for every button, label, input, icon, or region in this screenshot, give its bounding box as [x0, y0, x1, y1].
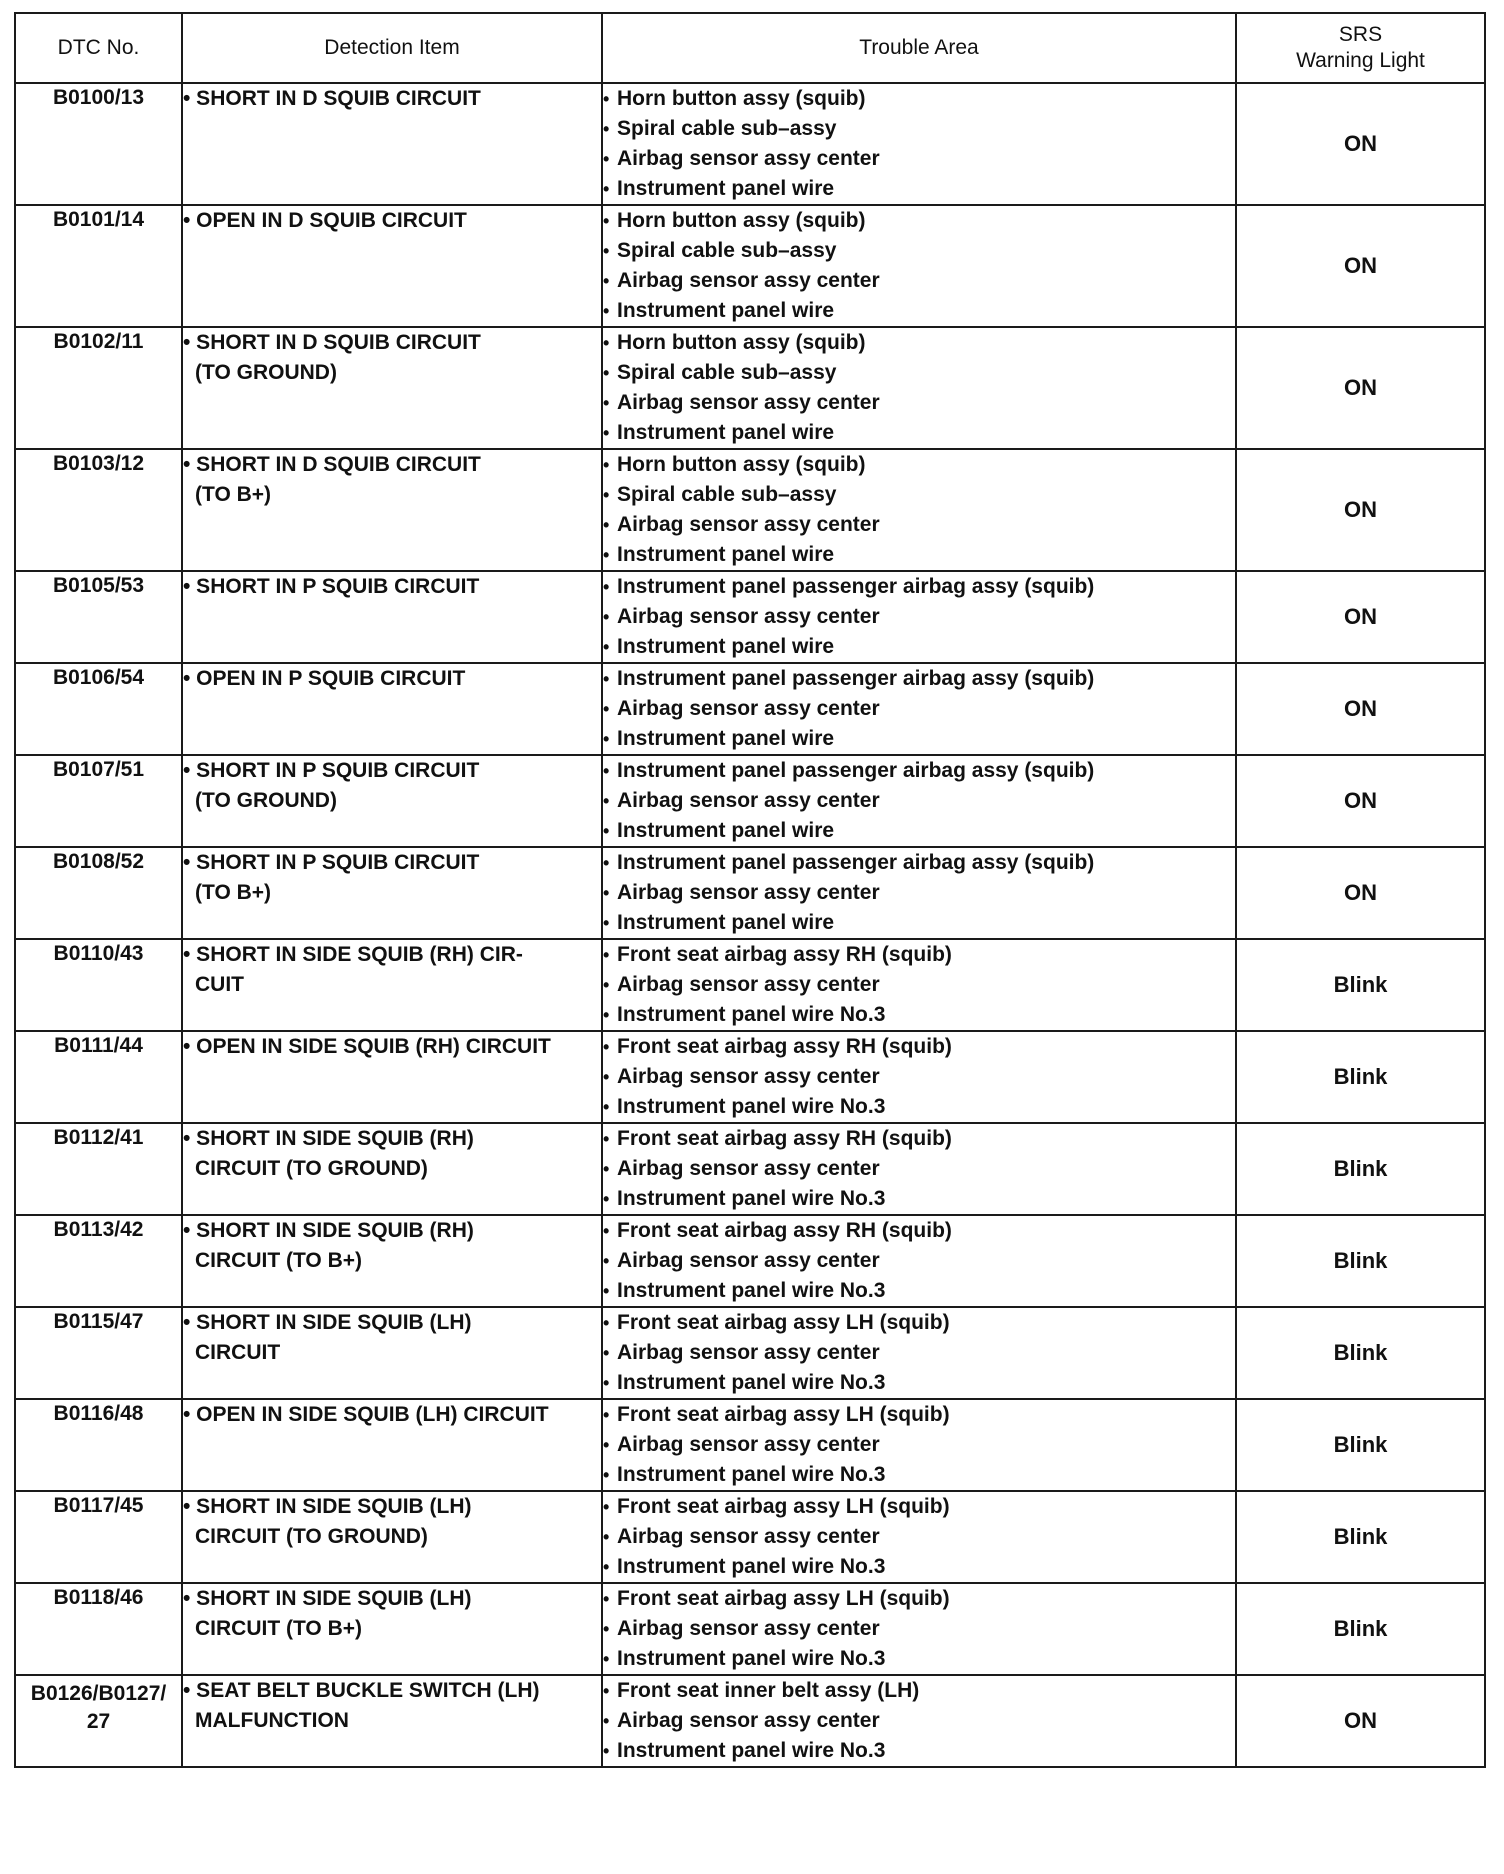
- trouble-area-item: • Front seat airbag assy LH (squib): [603, 1400, 1235, 1430]
- trouble-area-item: • Airbag sensor assy center: [603, 1062, 1235, 1092]
- trouble-area-item: • Airbag sensor assy center: [603, 388, 1235, 418]
- trouble-area-cell: [602, 327, 1236, 449]
- srs-warning-light-cell: ON: [1236, 449, 1485, 571]
- detection-item-line: • SHORT IN SIDE SQUIB (RH): [183, 1219, 474, 1242]
- trouble-area-item: • Instrument panel wire No.3: [603, 1552, 1235, 1582]
- trouble-area-item: • Instrument panel wire No.3: [603, 1000, 1235, 1030]
- dtc-code-cell: B0115/47: [15, 1307, 182, 1399]
- detection-item-line: • SHORT IN P SQUIB CIRCUIT: [183, 759, 480, 782]
- header-detection-item: Detection Item: [182, 13, 602, 83]
- trouble-area-cell: [602, 1307, 1236, 1399]
- trouble-area-cell: [602, 847, 1236, 939]
- detection-item-cell: [182, 1031, 602, 1123]
- trouble-area-cell: [602, 205, 1236, 327]
- trouble-area-cell: [602, 83, 1236, 205]
- detection-item-line: • SHORT IN SIDE SQUIB (RH) CIR-: [183, 943, 523, 966]
- trouble-area-item: • Spiral cable sub–assy: [603, 358, 1235, 388]
- trouble-area-list: [603, 1308, 1235, 1398]
- trouble-area-item: • Instrument panel wire No.3: [603, 1092, 1235, 1122]
- detection-item-line: CIRCUIT: [195, 1341, 281, 1364]
- trouble-area-item: • Horn button assy (squib): [603, 84, 1235, 114]
- trouble-area-item: • Horn button assy (squib): [603, 450, 1235, 480]
- dtc-code-cell: B0105/53: [15, 571, 182, 663]
- detection-item-line: (TO GROUND): [195, 361, 337, 384]
- trouble-area-list: [603, 206, 1235, 326]
- trouble-area-item: • Instrument panel wire No.3: [603, 1644, 1235, 1674]
- detection-item-line: CIRCUIT (TO GROUND): [195, 1157, 428, 1180]
- dtc-table: [14, 12, 1486, 1768]
- detection-item-line: • SHORT IN SIDE SQUIB (LH): [183, 1311, 472, 1334]
- table-row: [15, 1491, 1485, 1583]
- detection-item-cell: [182, 205, 602, 327]
- table-row: [15, 571, 1485, 663]
- detection-item-line: • OPEN IN SIDE SQUIB (RH) CIRCUIT: [183, 1035, 551, 1058]
- trouble-area-item: • Airbag sensor assy center: [603, 786, 1235, 816]
- trouble-area-item: • Instrument panel wire No.3: [603, 1276, 1235, 1306]
- detection-item-line: • SHORT IN P SQUIB CIRCUIT: [183, 575, 480, 598]
- trouble-area-item: • Instrument panel wire: [603, 816, 1235, 846]
- dtc-code-cell: B0106/54: [15, 663, 182, 755]
- detection-item-line: CIRCUIT (TO B+): [195, 1249, 363, 1272]
- trouble-area-list: [603, 84, 1235, 204]
- header-srs-line1: SRS: [1338, 23, 1383, 46]
- detection-item-cell: [182, 1215, 602, 1307]
- trouble-area-item: • Airbag sensor assy center: [603, 1338, 1235, 1368]
- trouble-area-cell: [602, 449, 1236, 571]
- trouble-area-item: • Instrument panel passenger airbag assy (squib): [603, 756, 1235, 786]
- trouble-area-item: • Airbag sensor assy center: [603, 1430, 1235, 1460]
- trouble-area-list: [603, 1400, 1235, 1490]
- table-row: [15, 939, 1485, 1031]
- trouble-area-item: • Front seat airbag assy RH (squib): [603, 1216, 1235, 1246]
- srs-warning-light-cell: ON: [1236, 327, 1485, 449]
- trouble-area-item: • Instrument panel passenger airbag assy (squib): [603, 664, 1235, 694]
- trouble-area-item: • Instrument panel wire No.3: [603, 1460, 1235, 1490]
- detection-item-line: (TO B+): [195, 483, 272, 506]
- table-body: [15, 83, 1485, 1767]
- table-row: [15, 83, 1485, 205]
- detection-item-line: • SHORT IN SIDE SQUIB (LH): [183, 1495, 472, 1518]
- detection-item-cell: [182, 755, 602, 847]
- dtc-code-cell: B0111/44: [15, 1031, 182, 1123]
- detection-item-cell: [182, 1399, 602, 1491]
- trouble-area-list: [603, 450, 1235, 570]
- table-row: [15, 755, 1485, 847]
- trouble-area-item: • Airbag sensor assy center: [603, 602, 1235, 632]
- detection-item-cell: [182, 327, 602, 449]
- table-row: [15, 1123, 1485, 1215]
- trouble-area-item: • Airbag sensor assy center: [603, 1614, 1235, 1644]
- srs-warning-light-cell: Blink: [1236, 1031, 1485, 1123]
- header-dtc-no: DTC No.: [15, 13, 182, 83]
- trouble-area-cell: [602, 1583, 1236, 1675]
- detection-item-line: • OPEN IN D SQUIB CIRCUIT: [183, 209, 467, 232]
- srs-warning-light-cell: ON: [1236, 205, 1485, 327]
- detection-item-cell: [182, 663, 602, 755]
- table-row: [15, 847, 1485, 939]
- trouble-area-item: • Horn button assy (squib): [603, 328, 1235, 358]
- trouble-area-item: • Instrument panel wire: [603, 418, 1235, 448]
- trouble-area-item: • Airbag sensor assy center: [603, 1154, 1235, 1184]
- trouble-area-cell: [602, 663, 1236, 755]
- trouble-area-item: • Front seat airbag assy LH (squib): [603, 1308, 1235, 1338]
- detection-item-cell: [182, 1123, 602, 1215]
- detection-item-cell: [182, 847, 602, 939]
- detection-item-line: MALFUNCTION: [195, 1709, 349, 1732]
- srs-warning-light-cell: Blink: [1236, 1307, 1485, 1399]
- dtc-code-cell: B0100/13: [15, 83, 182, 205]
- trouble-area-item: • Instrument panel wire No.3: [603, 1184, 1235, 1214]
- dtc-code-cell: B0107/51: [15, 755, 182, 847]
- trouble-area-item: • Instrument panel wire: [603, 724, 1235, 754]
- trouble-area-cell: [602, 1123, 1236, 1215]
- detection-item-line: (TO B+): [195, 881, 272, 904]
- trouble-area-item: • Instrument panel wire: [603, 296, 1235, 326]
- trouble-area-item: • Front seat airbag assy LH (squib): [603, 1584, 1235, 1614]
- trouble-area-item: • Airbag sensor assy center: [603, 878, 1235, 908]
- detection-item-line: (TO GROUND): [195, 789, 337, 812]
- trouble-area-list: [603, 1676, 1235, 1766]
- dtc-code-cell: B0102/11: [15, 327, 182, 449]
- srs-warning-light-cell: ON: [1236, 1675, 1485, 1767]
- trouble-area-item: • Spiral cable sub–assy: [603, 114, 1235, 144]
- detection-item-cell: [182, 939, 602, 1031]
- detection-item-line: CIRCUIT (TO GROUND): [195, 1525, 428, 1548]
- trouble-area-cell: [602, 939, 1236, 1031]
- trouble-area-list: [603, 1032, 1235, 1122]
- trouble-area-item: • Front seat airbag assy LH (squib): [603, 1492, 1235, 1522]
- detection-item-line: • SHORT IN SIDE SQUIB (LH): [183, 1587, 472, 1610]
- trouble-area-cell: [602, 1675, 1236, 1767]
- srs-warning-light-cell: ON: [1236, 755, 1485, 847]
- srs-warning-light-cell: Blink: [1236, 1215, 1485, 1307]
- detection-item-cell: [182, 1583, 602, 1675]
- header-srs-warning-light: [1236, 13, 1485, 83]
- trouble-area-cell: [602, 755, 1236, 847]
- trouble-area-item: • Airbag sensor assy center: [603, 1522, 1235, 1552]
- table-row: [15, 327, 1485, 449]
- table-row: [15, 1583, 1485, 1675]
- detection-item-line: • SHORT IN D SQUIB CIRCUIT: [183, 87, 481, 110]
- detection-item-line: • SHORT IN D SQUIB CIRCUIT: [183, 331, 481, 354]
- srs-warning-light-cell: ON: [1236, 571, 1485, 663]
- trouble-area-cell: [602, 1031, 1236, 1123]
- detection-item-cell: [182, 83, 602, 205]
- trouble-area-item: • Airbag sensor assy center: [603, 144, 1235, 174]
- trouble-area-item: • Front seat inner belt assy (LH): [603, 1676, 1235, 1706]
- table-row: [15, 1031, 1485, 1123]
- trouble-area-item: • Front seat airbag assy RH (squib): [603, 1124, 1235, 1154]
- table-row: [15, 1399, 1485, 1491]
- detection-item-line: CIRCUIT (TO B+): [195, 1617, 363, 1640]
- dtc-code-cell: B0116/48: [15, 1399, 182, 1491]
- detection-item-line: • SHORT IN SIDE SQUIB (RH): [183, 1127, 474, 1150]
- trouble-area-list: [603, 940, 1235, 1030]
- dtc-code-cell: B0101/14: [15, 205, 182, 327]
- trouble-area-list: [603, 328, 1235, 448]
- trouble-area-list: [603, 1124, 1235, 1214]
- detection-item-line: • SHORT IN D SQUIB CIRCUIT: [183, 453, 481, 476]
- trouble-area-list: [603, 572, 1235, 662]
- trouble-area-cell: [602, 1215, 1236, 1307]
- srs-warning-light-cell: Blink: [1236, 1491, 1485, 1583]
- trouble-area-item: • Airbag sensor assy center: [603, 266, 1235, 296]
- header-trouble-area: Trouble Area: [602, 13, 1236, 83]
- dtc-code-cell: B0112/41: [15, 1123, 182, 1215]
- trouble-area-list: [603, 1216, 1235, 1306]
- trouble-area-cell: [602, 1399, 1236, 1491]
- trouble-area-item: • Instrument panel passenger airbag assy (squib): [603, 848, 1235, 878]
- trouble-area-item: • Instrument panel wire: [603, 540, 1235, 570]
- trouble-area-list: [603, 1492, 1235, 1582]
- trouble-area-item: • Instrument panel passenger airbag assy (squib): [603, 572, 1235, 602]
- trouble-area-item: • Instrument panel wire No.3: [603, 1368, 1235, 1398]
- table-row: [15, 663, 1485, 755]
- srs-warning-light-cell: Blink: [1236, 1583, 1485, 1675]
- trouble-area-item: • Instrument panel wire: [603, 632, 1235, 662]
- srs-warning-light-cell: Blink: [1236, 939, 1485, 1031]
- trouble-area-list: [603, 756, 1235, 846]
- detection-item-cell: [182, 571, 602, 663]
- table-row: [15, 205, 1485, 327]
- header-srs-line2: Warning Light: [1296, 49, 1425, 72]
- trouble-area-item: • Front seat airbag assy RH (squib): [603, 940, 1235, 970]
- trouble-area-cell: [602, 1491, 1236, 1583]
- detection-item-cell: [182, 449, 602, 571]
- dtc-code-cell: B0108/52: [15, 847, 182, 939]
- dtc-code-cell: B0126/B0127/ 27: [15, 1675, 182, 1767]
- srs-warning-light-cell: Blink: [1236, 1399, 1485, 1491]
- detection-item-line: • OPEN IN P SQUIB CIRCUIT: [183, 667, 466, 690]
- srs-warning-light-cell: Blink: [1236, 1123, 1485, 1215]
- table-row: [15, 1675, 1485, 1767]
- detection-item-line: • SHORT IN P SQUIB CIRCUIT: [183, 851, 480, 874]
- table-row: [15, 1215, 1485, 1307]
- trouble-area-item: • Front seat airbag assy RH (squib): [603, 1032, 1235, 1062]
- detection-item-cell: [182, 1675, 602, 1767]
- table-row: [15, 449, 1485, 571]
- trouble-area-list: [603, 848, 1235, 938]
- dtc-code-cell: B0117/45: [15, 1491, 182, 1583]
- trouble-area-item: • Spiral cable sub–assy: [603, 236, 1235, 266]
- trouble-area-cell: [602, 571, 1236, 663]
- table-header-row: [15, 13, 1485, 83]
- srs-warning-light-cell: ON: [1236, 83, 1485, 205]
- dtc-code-cell: B0110/43: [15, 939, 182, 1031]
- trouble-area-item: • Instrument panel wire: [603, 908, 1235, 938]
- srs-warning-light-cell: ON: [1236, 663, 1485, 755]
- detection-item-cell: [182, 1491, 602, 1583]
- detection-item-line: • SEAT BELT BUCKLE SWITCH (LH): [183, 1679, 540, 1702]
- trouble-area-list: [603, 664, 1235, 754]
- dtc-code-cell: B0118/46: [15, 1583, 182, 1675]
- trouble-area-item: • Airbag sensor assy center: [603, 510, 1235, 540]
- dtc-code-cell: B0113/42: [15, 1215, 182, 1307]
- dtc-code-cell: B0103/12: [15, 449, 182, 571]
- trouble-area-item: • Airbag sensor assy center: [603, 970, 1235, 1000]
- trouble-area-item: • Instrument panel wire No.3: [603, 1736, 1235, 1766]
- detection-item-line: CUIT: [195, 973, 244, 996]
- detection-item-cell: [182, 1307, 602, 1399]
- trouble-area-item: • Instrument panel wire: [603, 174, 1235, 204]
- trouble-area-list: [603, 1584, 1235, 1674]
- trouble-area-item: • Airbag sensor assy center: [603, 694, 1235, 724]
- trouble-area-item: • Spiral cable sub–assy: [603, 480, 1235, 510]
- srs-warning-light-cell: ON: [1236, 847, 1485, 939]
- table-row: [15, 1307, 1485, 1399]
- trouble-area-item: • Airbag sensor assy center: [603, 1706, 1235, 1736]
- trouble-area-item: • Airbag sensor assy center: [603, 1246, 1235, 1276]
- trouble-area-item: • Horn button assy (squib): [603, 206, 1235, 236]
- detection-item-line: • OPEN IN SIDE SQUIB (LH) CIRCUIT: [183, 1403, 549, 1426]
